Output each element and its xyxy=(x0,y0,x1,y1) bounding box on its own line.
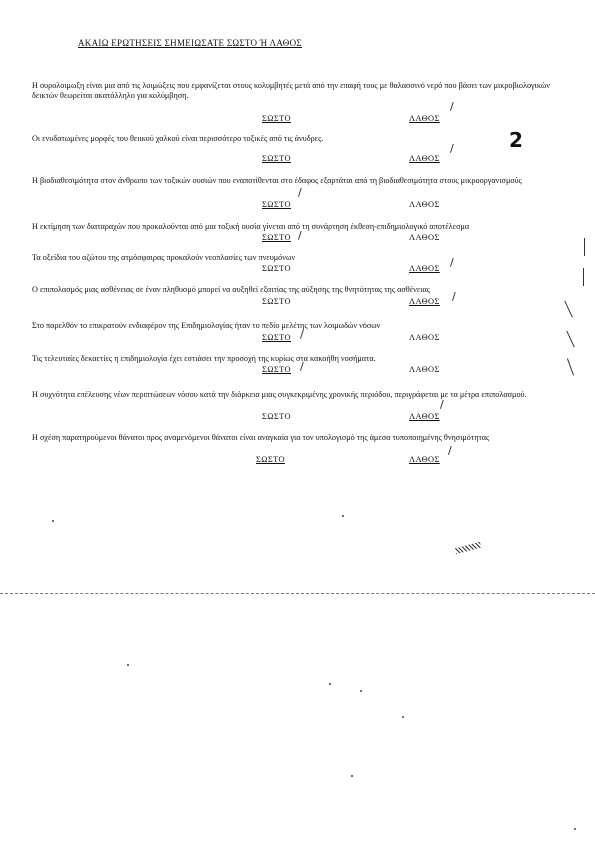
q6-false-option[interactable]: ΛΑΘΟΣ xyxy=(409,297,440,306)
q5-false-option[interactable]: ΛΑΘΟΣ xyxy=(409,264,440,273)
question-2: Οι ενυδατωμένες μορφές του θειικού χαλκού είναι περισσότερο τοξικές από τις άνυδρες. xyxy=(32,134,324,143)
q6-pen-mark: / xyxy=(452,290,456,303)
q7-pen-mark: / xyxy=(300,328,304,341)
q9-pen-mark: / xyxy=(440,398,444,411)
q8-false-option[interactable]: ΛΑΘΟΣ xyxy=(409,365,440,374)
question-3: Η βιοδιαθεσιμότητα στον άνθρωπο των τοξικών ουσιών που εναποτίθενται στο έδαφος εξαρτάται από τη βιοδιαθεσιμότητα στους μικροοργανισμούς xyxy=(32,176,522,185)
scan-smudge xyxy=(455,542,482,555)
margin-tick xyxy=(566,331,575,348)
q9-true-option[interactable]: ΣΩΣΤΟ xyxy=(262,412,291,421)
scan-speck xyxy=(574,828,576,830)
margin-tick xyxy=(584,238,585,256)
q1-pen-mark: / xyxy=(450,100,454,113)
q7-true-option[interactable]: ΣΩΣΤΟ xyxy=(262,333,291,342)
q7-false-option[interactable]: ΛΑΘΟΣ xyxy=(409,333,440,342)
q10-pen-mark: / xyxy=(448,444,452,457)
q6-true-option[interactable]: ΣΩΣΤΟ xyxy=(262,297,291,306)
question-4: Η εκτίμηση των διαταραχών που προκαλούνται από μια τοξική ουσία γίνεται από τη συνάρτηση έκθεση-επιδημιολογικό αποτέλεσμα xyxy=(32,222,470,231)
scan-speck xyxy=(127,664,129,666)
scan-speck xyxy=(52,520,54,522)
q3-false-option[interactable]: ΛΑΘΟΣ xyxy=(409,200,440,209)
question-6: Ο επιπολασμός μιας ασθένειας σε έναν πληθυσμό μπορεί να αυξηθεί εξαιτίας της αύξησης της θνητότητας της ασθένειας xyxy=(32,285,431,294)
q10-true-option[interactable]: ΣΩΣΤΟ xyxy=(256,455,285,464)
q1-true-option[interactable]: ΣΩΣΤΟ xyxy=(262,114,291,123)
question-9: Η συχνότητα επέλευσης νέων περιπτώσεων νόσου κατά την διάρκεια μιας συγκεκριμένης χρονικής περιόδου, περιγράφεται με τα μέτρα επιπολασμού. xyxy=(32,390,527,399)
q3-pen-mark: / xyxy=(298,186,302,199)
q4-false-option[interactable]: ΛΑΘΟΣ xyxy=(409,233,440,242)
margin-tick xyxy=(564,301,573,318)
question-7: Στο παρελθόν το επικρατούν ενδιαφέρον της Επιδημιολογίας ήταν το πεδίο μελέτης των λοιμωδών νόσων xyxy=(32,321,381,330)
q3-true-option[interactable]: ΣΩΣΤΟ xyxy=(262,200,291,209)
question-1: Η ουρολοιμωξη είναι μια από τις λοιμώξεις που εμφανίζεται στους κολυμβητές μετά από την επαφή τους με θαλασσινό νερό που βάσει των μικροβιολογικών δεικτών θεωρείται ακατάλληλο για κολύμβηση. xyxy=(32,81,551,100)
q8-pen-mark: / xyxy=(300,360,304,373)
question-8: Τις τελευταίες δεκαετίες η επιδημιολογία έχει εστιάσει την προσοχή της κυρίως στα κακοήθη νοσήματα. xyxy=(32,354,376,363)
q5-true-option[interactable]: ΣΩΣΤΟ xyxy=(262,264,291,273)
q2-pen-mark: / xyxy=(450,142,454,155)
margin-tick xyxy=(567,358,574,375)
q10-false-option[interactable]: ΛΑΘΟΣ xyxy=(409,455,440,464)
scan-speck xyxy=(360,690,362,692)
grade-mark: 2 xyxy=(509,128,523,152)
scan-speck xyxy=(351,775,353,777)
q8-true-option[interactable]: ΣΩΣΤΟ xyxy=(262,365,291,374)
q4-true-option[interactable]: ΣΩΣΤΟ xyxy=(262,233,291,242)
q1-false-option[interactable]: ΛΑΘΟΣ xyxy=(409,114,440,123)
q2-true-option[interactable]: ΣΩΣΤΟ xyxy=(262,154,291,163)
scan-speck xyxy=(342,515,344,517)
q4-pen-mark: / xyxy=(298,229,302,242)
scan-divider-line xyxy=(0,593,595,594)
question-5: Τα οξείδια του αζώτου της ατμόσφαιρας προκαλούν νεοπλασίες των πνευμόνων xyxy=(32,253,296,262)
margin-tick xyxy=(583,268,584,286)
scan-speck xyxy=(329,683,331,685)
q2-false-option[interactable]: ΛΑΘΟΣ xyxy=(409,154,440,163)
question-10: Η σχέση παρατηρούμενοι θάνατοι προς αναμενόμενοι θάνατοι είναι αναγκαία για τον υπολογισμό της άμεσα τυποποιημένης θνησιμότητας xyxy=(32,433,490,442)
page-heading: ΑΚΑΙΩ ΕΡΩΤΗΣΕΙΣ ΣΗΜΕΙΩΣΑΤΕ ΣΩΣΤΟ Ή ΛΑΘΟΣ xyxy=(78,38,302,48)
scan-speck xyxy=(402,716,404,718)
q9-false-option[interactable]: ΛΑΘΟΣ xyxy=(409,412,440,421)
q5-pen-mark: / xyxy=(450,256,454,269)
